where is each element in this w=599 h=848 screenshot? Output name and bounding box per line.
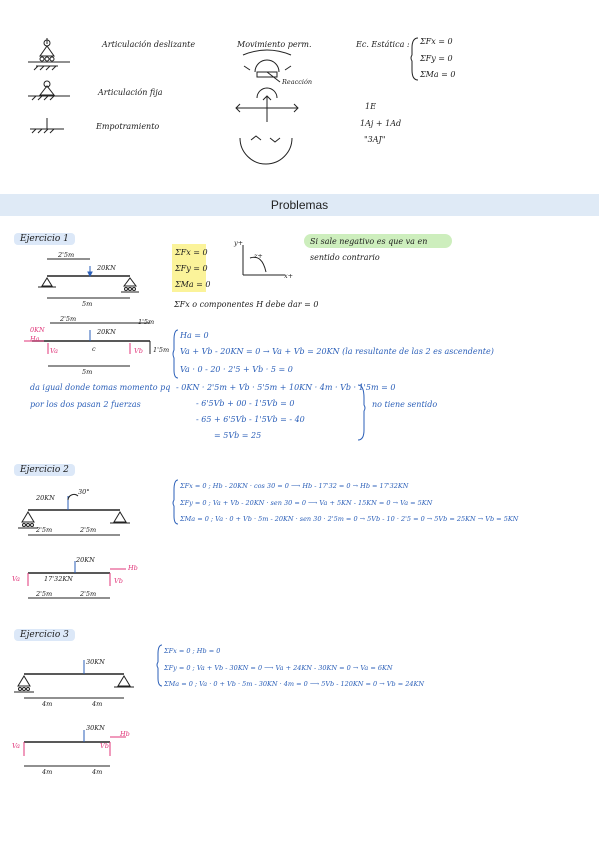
note-aj-ad: 1Aj + 1Ad [360, 119, 402, 128]
ej1-fbd-dim-25: 2'5m [60, 315, 77, 323]
ej1-axis-y: y+ [234, 239, 244, 247]
ej3-fbd-vb: Vb [100, 742, 109, 750]
ej1-no-sense: no tiene sentido [372, 400, 438, 409]
ej2-dim-25a: 2'5m [36, 526, 53, 534]
fixed-support-icon [28, 81, 70, 100]
ej1-force-20: 20KN [97, 264, 116, 272]
ej1-fbd-force-20: 20KN [97, 328, 116, 336]
sliding-support-icon [28, 38, 70, 70]
ej2-beam-diagram [18, 494, 130, 535]
ej1-fbd-dim-5: 5m [82, 368, 93, 376]
ej1-eq-ha: Ha = 0 [180, 331, 209, 340]
ej3-brace-icon [157, 645, 162, 686]
label-slider: Articulación deslizante [102, 40, 196, 49]
ej2-eq-ma: ΣMa = 0 ; Va · 0 + Vb · 5m - 20KN · sen 30 · 2'5m = 0 → 5Vb - 10 · 2'5 = 0 → 5Vb = 25KN → Vb = 5KN [180, 515, 519, 523]
ej1-brace-icon [173, 330, 178, 378]
ej1-box-ma: ΣMa = 0 [175, 280, 211, 289]
ej3-fbd-va: Va [12, 742, 20, 750]
section-banner: Problemas [0, 194, 599, 216]
ej2-title-text: Ejercicio 2 [14, 464, 75, 476]
ej1-moment-3: - 65 + 6'5Vb - 1'5Vb = - 40 [196, 415, 305, 424]
ej1-beam-diagram [38, 259, 139, 298]
ej1-green-note-1: Si sale negativo es que va en [310, 237, 428, 246]
eq-fx: ΣFx = 0 [420, 37, 453, 46]
ej1-brace2-icon [358, 385, 365, 440]
ej1-green-note-2: sentido contrario [310, 253, 380, 262]
bracket-icon [411, 38, 418, 80]
ej1-eq-sum-v: Va + Vb - 20KN = 0 → Va + Vb = 20KN (la resultante de las 2 es ascendente) [180, 347, 494, 356]
ej3-fbd-dim-4b: 4m [92, 768, 103, 776]
ej3-dim-4b: 4m [92, 700, 103, 708]
ej3-eq-fy: ΣFy = 0 ; Va + Vb - 30KN = 0 ⟶ Va + 24KN - 30KN = 0 → Va = 6KN [164, 664, 393, 672]
ej2-fbd-vb: Vb [114, 577, 123, 585]
ej1-moment-2: - 6'5Vb + 00 - 1'5Vb = 0 [196, 399, 295, 408]
ej2-brace-icon [173, 480, 178, 524]
ej2-fbd-dim-25b: 2'5m [80, 590, 97, 598]
ej1-force-vb: Vb [134, 347, 143, 355]
eq-title: Ec. Estática : [356, 40, 410, 49]
ej1-dim-25: 2'5m [58, 251, 75, 259]
ej1-force-va: Va [50, 347, 58, 355]
label-fixed: Articulación fija [98, 88, 163, 97]
ej3-free-body-diagram [24, 730, 126, 766]
note-3aj: "3AJ" [364, 135, 386, 144]
embedded-support-icon [30, 118, 64, 133]
ej2-dim-25b: 2'5m [80, 526, 97, 534]
ej2-eq-fx: ΣFx = 0 ; Hb - 20KN · cos 30 = 0 ⟶ Hb - 17'32 = 0 → Hb = 17'32KN [180, 482, 409, 490]
ej3-fbd-hb: Hb [120, 730, 130, 738]
ej1-dim-5: 5m [82, 300, 93, 308]
ej3-title-text: Ejercicio 3 [14, 629, 75, 641]
ej1-comp-note: ΣFx o componentes H debe dar = 0 [174, 300, 319, 309]
ej2-force-20: 20KN [36, 494, 55, 502]
ej2-fbd-force-1732: 17'32KN [44, 575, 73, 583]
label-embed: Empotramiento [96, 122, 160, 131]
ej3-beam-diagram [14, 660, 134, 698]
ej3-eq-ma: ΣMa = 0 ; Va · 0 + Vb · 5m - 30KN · 4m = 0 ⟶ 5Vb - 120KN = 0 → Vb = 24KN [164, 680, 425, 688]
ej1-axes-icon [243, 245, 285, 275]
ej1-fbd-point-c: c [92, 345, 96, 353]
ej2-fbd-hb: Hb [128, 564, 138, 572]
ej2-angle: 30° [78, 488, 90, 496]
ej3-force-30: 30KN [86, 658, 105, 666]
ej1-moment-1: - 0KN · 2'5m + Vb · 5'5m + 10KN · 4m · Vb · 1'5m = 0 [176, 383, 396, 392]
ej1-force-ha: Ha [30, 335, 40, 343]
ej1-fbd-dim-15: 1'5m [138, 318, 155, 326]
label-reaction: Reacción [282, 78, 313, 86]
ej2-fbd-force-20: 20KN [76, 556, 95, 564]
ej1-axis-x: x+ [284, 272, 294, 280]
ej1-side-note-2: por los dos pasan 2 fuerzas [30, 400, 141, 409]
ej1-box-fy: ΣFy = 0 [175, 264, 208, 273]
ej3-fbd-force-30: 30KN [86, 724, 105, 732]
ej3-dim-4a: 4m [42, 700, 53, 708]
ej1-side-note-1: da igual donde tomas momento pq [30, 383, 171, 392]
ej2-eq-fy: ΣFy = 0 ; Va + Vb - 20KN · sen 30 = 0 ⟶ Va + 5KN - 15KN = 0 → Va = 5KN [180, 499, 433, 507]
ej1-moment-4: = 5Vb = 25 [214, 431, 262, 440]
ej1-title-text: Ejercicio 1 [14, 233, 75, 245]
ej1-force-0kn: 0KN [30, 326, 45, 334]
ej1-box-fx: ΣFx = 0 [175, 248, 208, 257]
movement-arrows-icon [236, 50, 298, 164]
ej1-fbd-dim-15b: 1'5m [153, 346, 170, 354]
label-moves: Movimiento perm. [237, 40, 312, 49]
note-1e: 1E [365, 102, 376, 111]
ej1-eq-moment: Va · 0 - 20 · 2'5 + Vb · 5 = 0 [180, 365, 293, 374]
ej1-title [14, 234, 75, 244]
ej1-axis-z: z+ [254, 252, 263, 260]
ej3-fbd-dim-4a: 4m [42, 768, 53, 776]
ej2-fbd-va: Va [12, 575, 20, 583]
ej2-fbd-dim-25a: 2'5m [36, 590, 53, 598]
eq-ma: ΣMa = 0 [420, 70, 456, 79]
ej3-eq-fx: ΣFx = 0 ; Hb = 0 [164, 647, 221, 655]
ej2-title [14, 465, 75, 475]
ej3-title [14, 630, 75, 640]
eq-fy: ΣFy = 0 [420, 54, 453, 63]
